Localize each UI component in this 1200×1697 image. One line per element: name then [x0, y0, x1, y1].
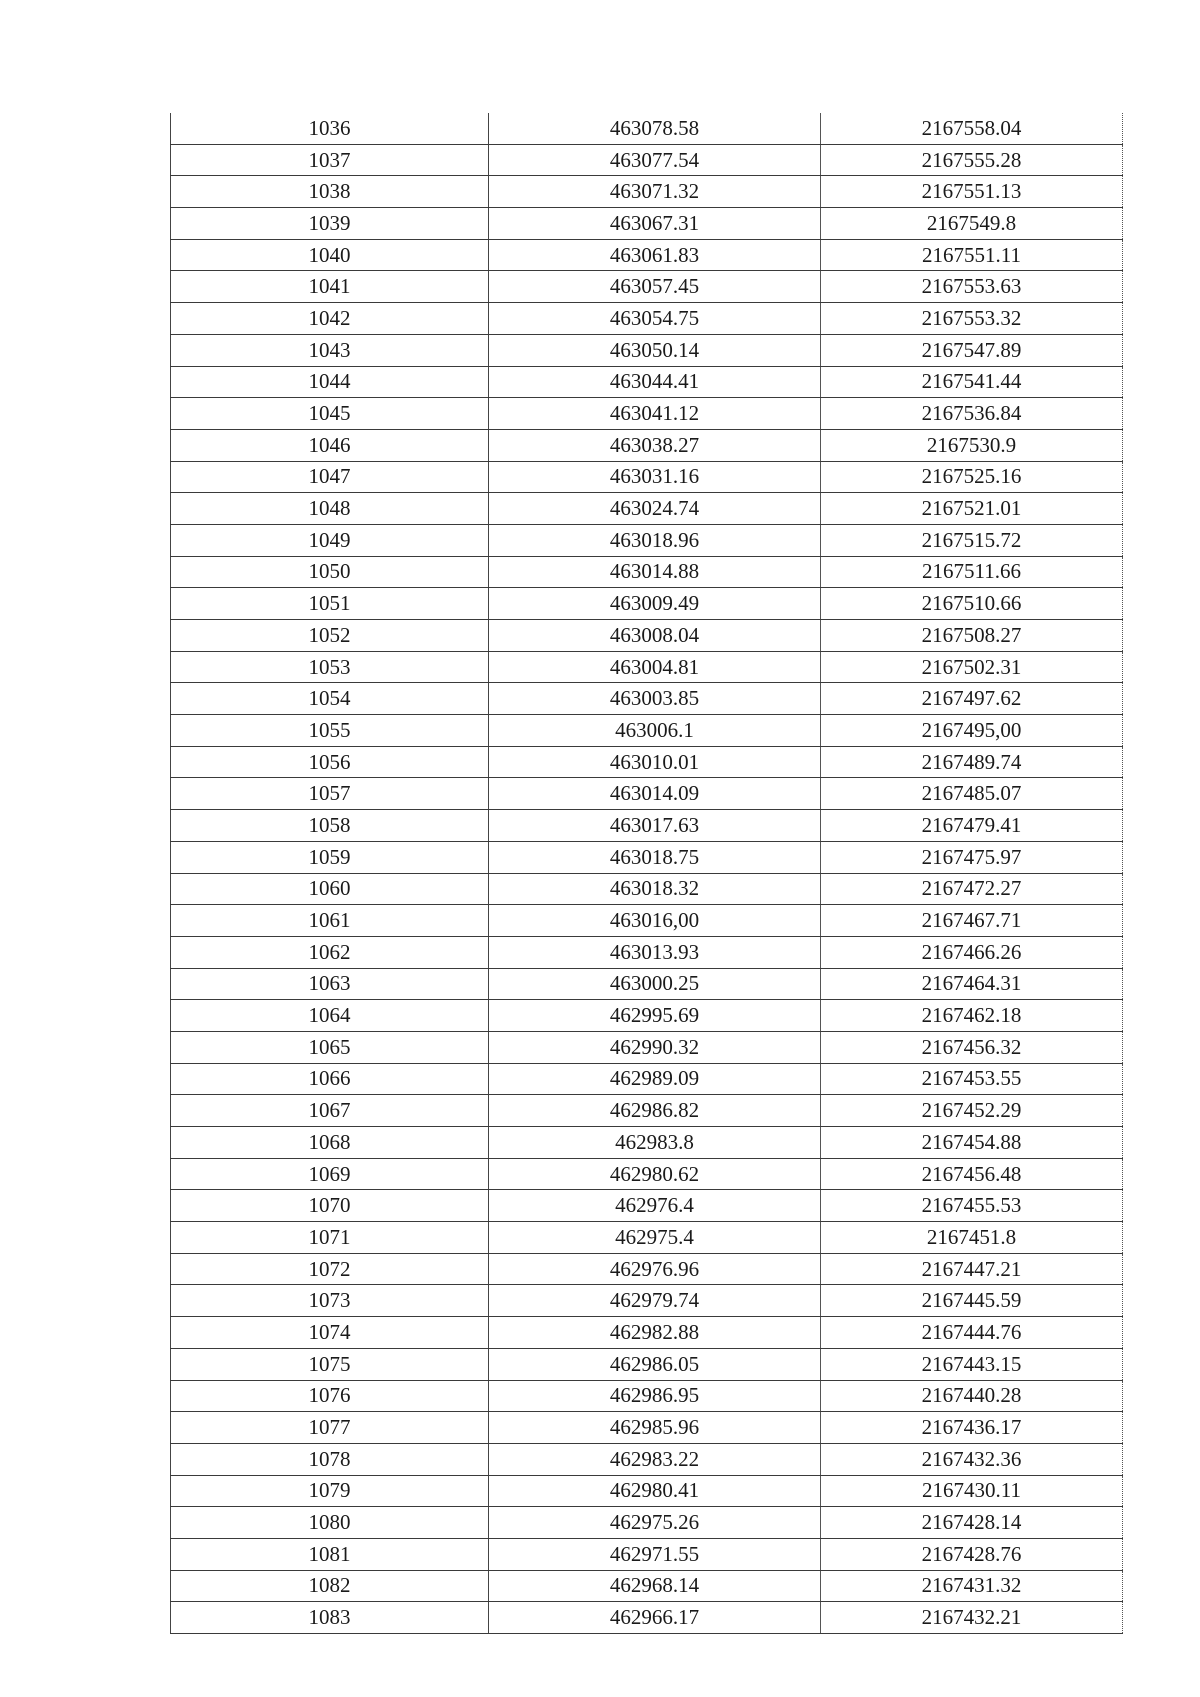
x-coordinate-cell: 463016,00 — [489, 905, 821, 937]
point-number-cell: 1036 — [171, 113, 489, 144]
y-coordinate-cell: 2167549.8 — [821, 208, 1123, 240]
table-row — [171, 1570, 1123, 1602]
table-row — [171, 1380, 1123, 1412]
x-coordinate-cell: 463018.96 — [489, 524, 821, 556]
table-row — [171, 1222, 1123, 1254]
table-row — [171, 1602, 1123, 1634]
point-number-cell: 1080 — [171, 1507, 489, 1539]
table-row — [171, 398, 1123, 430]
y-coordinate-cell: 2167502.31 — [821, 651, 1123, 683]
table-row — [171, 366, 1123, 398]
x-coordinate-cell: 462975.26 — [489, 1507, 821, 1539]
table-row — [171, 841, 1123, 873]
point-number-cell: 1068 — [171, 1127, 489, 1159]
table-row — [171, 208, 1123, 240]
y-coordinate-cell: 2167432.36 — [821, 1443, 1123, 1475]
point-number-cell: 1043 — [171, 334, 489, 366]
table-row — [171, 113, 1123, 144]
point-number-cell: 1045 — [171, 398, 489, 430]
point-number-cell: 1075 — [171, 1348, 489, 1380]
x-coordinate-cell: 462976.4 — [489, 1190, 821, 1222]
x-coordinate-cell: 463077.54 — [489, 144, 821, 176]
point-number-cell: 1065 — [171, 1031, 489, 1063]
table-row — [171, 1127, 1123, 1159]
y-coordinate-cell: 2167547.89 — [821, 334, 1123, 366]
table-row — [171, 715, 1123, 747]
x-coordinate-cell: 463008.04 — [489, 620, 821, 652]
point-number-cell: 1066 — [171, 1063, 489, 1095]
x-coordinate-cell: 463061.83 — [489, 239, 821, 271]
table-row — [171, 493, 1123, 525]
y-coordinate-cell: 2167440.28 — [821, 1380, 1123, 1412]
point-number-cell: 1083 — [171, 1602, 489, 1634]
y-coordinate-cell: 2167558.04 — [821, 113, 1123, 144]
table-row — [171, 1285, 1123, 1317]
point-number-cell: 1062 — [171, 936, 489, 968]
y-coordinate-cell: 2167521.01 — [821, 493, 1123, 525]
table-row — [171, 778, 1123, 810]
point-number-cell: 1078 — [171, 1443, 489, 1475]
x-coordinate-cell: 463014.88 — [489, 556, 821, 588]
x-coordinate-cell: 463000.25 — [489, 968, 821, 1000]
table-row — [171, 905, 1123, 937]
x-coordinate-cell: 463041.12 — [489, 398, 821, 430]
y-coordinate-cell: 2167475.97 — [821, 841, 1123, 873]
point-number-cell: 1051 — [171, 588, 489, 620]
table-row — [171, 144, 1123, 176]
point-number-cell: 1076 — [171, 1380, 489, 1412]
y-coordinate-cell: 2167508.27 — [821, 620, 1123, 652]
x-coordinate-cell: 462979.74 — [489, 1285, 821, 1317]
point-number-cell: 1079 — [171, 1475, 489, 1507]
table-row — [171, 1095, 1123, 1127]
x-coordinate-cell: 462990.32 — [489, 1031, 821, 1063]
x-coordinate-cell: 463038.27 — [489, 429, 821, 461]
y-coordinate-cell: 2167456.32 — [821, 1031, 1123, 1063]
point-number-cell: 1055 — [171, 715, 489, 747]
y-coordinate-cell: 2167452.29 — [821, 1095, 1123, 1127]
y-coordinate-cell: 2167525.16 — [821, 461, 1123, 493]
y-coordinate-cell: 2167553.32 — [821, 303, 1123, 335]
table-row — [171, 620, 1123, 652]
y-coordinate-cell: 2167443.15 — [821, 1348, 1123, 1380]
x-coordinate-cell: 463009.49 — [489, 588, 821, 620]
table-row — [171, 1348, 1123, 1380]
table-row — [171, 1507, 1123, 1539]
y-coordinate-cell: 2167497.62 — [821, 683, 1123, 715]
point-number-cell: 1038 — [171, 176, 489, 208]
x-coordinate-cell: 463017.63 — [489, 810, 821, 842]
x-coordinate-cell: 462986.82 — [489, 1095, 821, 1127]
table-row — [171, 1412, 1123, 1444]
table-row — [171, 651, 1123, 683]
x-coordinate-cell: 463014.09 — [489, 778, 821, 810]
y-coordinate-cell: 2167428.14 — [821, 1507, 1123, 1539]
point-number-cell: 1071 — [171, 1222, 489, 1254]
table-row — [171, 303, 1123, 335]
table-row — [171, 271, 1123, 303]
x-coordinate-cell: 462975.4 — [489, 1222, 821, 1254]
table-row — [171, 1475, 1123, 1507]
x-coordinate-cell: 462989.09 — [489, 1063, 821, 1095]
y-coordinate-cell: 2167551.13 — [821, 176, 1123, 208]
x-coordinate-cell: 462968.14 — [489, 1570, 821, 1602]
x-coordinate-cell: 462985.96 — [489, 1412, 821, 1444]
x-coordinate-cell: 462966.17 — [489, 1602, 821, 1634]
table-row — [171, 1443, 1123, 1475]
y-coordinate-cell: 2167430.11 — [821, 1475, 1123, 1507]
point-number-cell: 1073 — [171, 1285, 489, 1317]
table-row — [171, 873, 1123, 905]
point-number-cell: 1037 — [171, 144, 489, 176]
x-coordinate-cell: 463054.75 — [489, 303, 821, 335]
table-row — [171, 1317, 1123, 1349]
y-coordinate-cell: 2167455.53 — [821, 1190, 1123, 1222]
x-coordinate-cell: 462976.96 — [489, 1253, 821, 1285]
y-coordinate-cell: 2167511.66 — [821, 556, 1123, 588]
point-number-cell: 1053 — [171, 651, 489, 683]
y-coordinate-cell: 2167467.71 — [821, 905, 1123, 937]
point-number-cell: 1049 — [171, 524, 489, 556]
coordinates-table — [170, 113, 1123, 1634]
x-coordinate-cell: 462971.55 — [489, 1538, 821, 1570]
x-coordinate-cell: 462983.22 — [489, 1443, 821, 1475]
x-coordinate-cell: 463013.93 — [489, 936, 821, 968]
point-number-cell: 1069 — [171, 1158, 489, 1190]
table-row — [171, 968, 1123, 1000]
table-row — [171, 1253, 1123, 1285]
x-coordinate-cell: 463010.01 — [489, 746, 821, 778]
point-number-cell: 1058 — [171, 810, 489, 842]
table-row — [171, 239, 1123, 271]
x-coordinate-cell: 463003.85 — [489, 683, 821, 715]
y-coordinate-cell: 2167428.76 — [821, 1538, 1123, 1570]
x-coordinate-cell: 463024.74 — [489, 493, 821, 525]
y-coordinate-cell: 2167432.21 — [821, 1602, 1123, 1634]
point-number-cell: 1061 — [171, 905, 489, 937]
x-coordinate-cell: 463018.75 — [489, 841, 821, 873]
x-coordinate-cell: 463071.32 — [489, 176, 821, 208]
x-coordinate-cell: 463044.41 — [489, 366, 821, 398]
y-coordinate-cell: 2167431.32 — [821, 1570, 1123, 1602]
point-number-cell: 1056 — [171, 746, 489, 778]
y-coordinate-cell: 2167436.17 — [821, 1412, 1123, 1444]
y-coordinate-cell: 2167555.28 — [821, 144, 1123, 176]
x-coordinate-cell: 462980.41 — [489, 1475, 821, 1507]
table-row — [171, 810, 1123, 842]
x-coordinate-cell: 462986.95 — [489, 1380, 821, 1412]
point-number-cell: 1064 — [171, 1000, 489, 1032]
point-number-cell: 1048 — [171, 493, 489, 525]
table-row — [171, 746, 1123, 778]
point-number-cell: 1047 — [171, 461, 489, 493]
x-coordinate-cell: 463050.14 — [489, 334, 821, 366]
x-coordinate-cell: 463078.58 — [489, 113, 821, 144]
point-number-cell: 1054 — [171, 683, 489, 715]
point-number-cell: 1046 — [171, 429, 489, 461]
y-coordinate-cell: 2167479.41 — [821, 810, 1123, 842]
point-number-cell: 1059 — [171, 841, 489, 873]
x-coordinate-cell: 462986.05 — [489, 1348, 821, 1380]
table-row — [171, 429, 1123, 461]
y-coordinate-cell: 2167495,00 — [821, 715, 1123, 747]
point-number-cell: 1052 — [171, 620, 489, 652]
coordinates-table-body — [171, 113, 1123, 1634]
y-coordinate-cell: 2167444.76 — [821, 1317, 1123, 1349]
point-number-cell: 1039 — [171, 208, 489, 240]
point-number-cell: 1042 — [171, 303, 489, 335]
table-row — [171, 1538, 1123, 1570]
table-row — [171, 1000, 1123, 1032]
table-row — [171, 1063, 1123, 1095]
table-row — [171, 1031, 1123, 1063]
y-coordinate-cell: 2167530.9 — [821, 429, 1123, 461]
point-number-cell: 1077 — [171, 1412, 489, 1444]
y-coordinate-cell: 2167445.59 — [821, 1285, 1123, 1317]
point-number-cell: 1044 — [171, 366, 489, 398]
point-number-cell: 1041 — [171, 271, 489, 303]
x-coordinate-cell: 462982.88 — [489, 1317, 821, 1349]
table-row — [171, 936, 1123, 968]
y-coordinate-cell: 2167464.31 — [821, 968, 1123, 1000]
x-coordinate-cell: 463031.16 — [489, 461, 821, 493]
table-row — [171, 1190, 1123, 1222]
x-coordinate-cell: 463018.32 — [489, 873, 821, 905]
y-coordinate-cell: 2167451.8 — [821, 1222, 1123, 1254]
point-number-cell: 1067 — [171, 1095, 489, 1127]
x-coordinate-cell: 463004.81 — [489, 651, 821, 683]
table-row — [171, 556, 1123, 588]
table-row — [171, 588, 1123, 620]
point-number-cell: 1063 — [171, 968, 489, 1000]
y-coordinate-cell: 2167489.74 — [821, 746, 1123, 778]
point-number-cell: 1072 — [171, 1253, 489, 1285]
y-coordinate-cell: 2167551.11 — [821, 239, 1123, 271]
x-coordinate-cell: 463067.31 — [489, 208, 821, 240]
y-coordinate-cell: 2167453.55 — [821, 1063, 1123, 1095]
x-coordinate-cell: 462995.69 — [489, 1000, 821, 1032]
x-coordinate-cell: 463057.45 — [489, 271, 821, 303]
x-coordinate-cell: 462980.62 — [489, 1158, 821, 1190]
y-coordinate-cell: 2167536.84 — [821, 398, 1123, 430]
point-number-cell: 1081 — [171, 1538, 489, 1570]
point-number-cell: 1060 — [171, 873, 489, 905]
y-coordinate-cell: 2167456.48 — [821, 1158, 1123, 1190]
table-row — [171, 683, 1123, 715]
y-coordinate-cell: 2167447.21 — [821, 1253, 1123, 1285]
point-number-cell: 1040 — [171, 239, 489, 271]
point-number-cell: 1070 — [171, 1190, 489, 1222]
y-coordinate-cell: 2167472.27 — [821, 873, 1123, 905]
y-coordinate-cell: 2167515.72 — [821, 524, 1123, 556]
y-coordinate-cell: 2167454.88 — [821, 1127, 1123, 1159]
point-number-cell: 1050 — [171, 556, 489, 588]
point-number-cell: 1074 — [171, 1317, 489, 1349]
x-coordinate-cell: 462983.8 — [489, 1127, 821, 1159]
table-row — [171, 334, 1123, 366]
table-row — [171, 524, 1123, 556]
table-row — [171, 1158, 1123, 1190]
table-row — [171, 176, 1123, 208]
point-number-cell: 1082 — [171, 1570, 489, 1602]
y-coordinate-cell: 2167462.18 — [821, 1000, 1123, 1032]
table-row — [171, 461, 1123, 493]
y-coordinate-cell: 2167541.44 — [821, 366, 1123, 398]
y-coordinate-cell: 2167553.63 — [821, 271, 1123, 303]
x-coordinate-cell: 463006.1 — [489, 715, 821, 747]
y-coordinate-cell: 2167466.26 — [821, 936, 1123, 968]
y-coordinate-cell: 2167510.66 — [821, 588, 1123, 620]
point-number-cell: 1057 — [171, 778, 489, 810]
y-coordinate-cell: 2167485.07 — [821, 778, 1123, 810]
